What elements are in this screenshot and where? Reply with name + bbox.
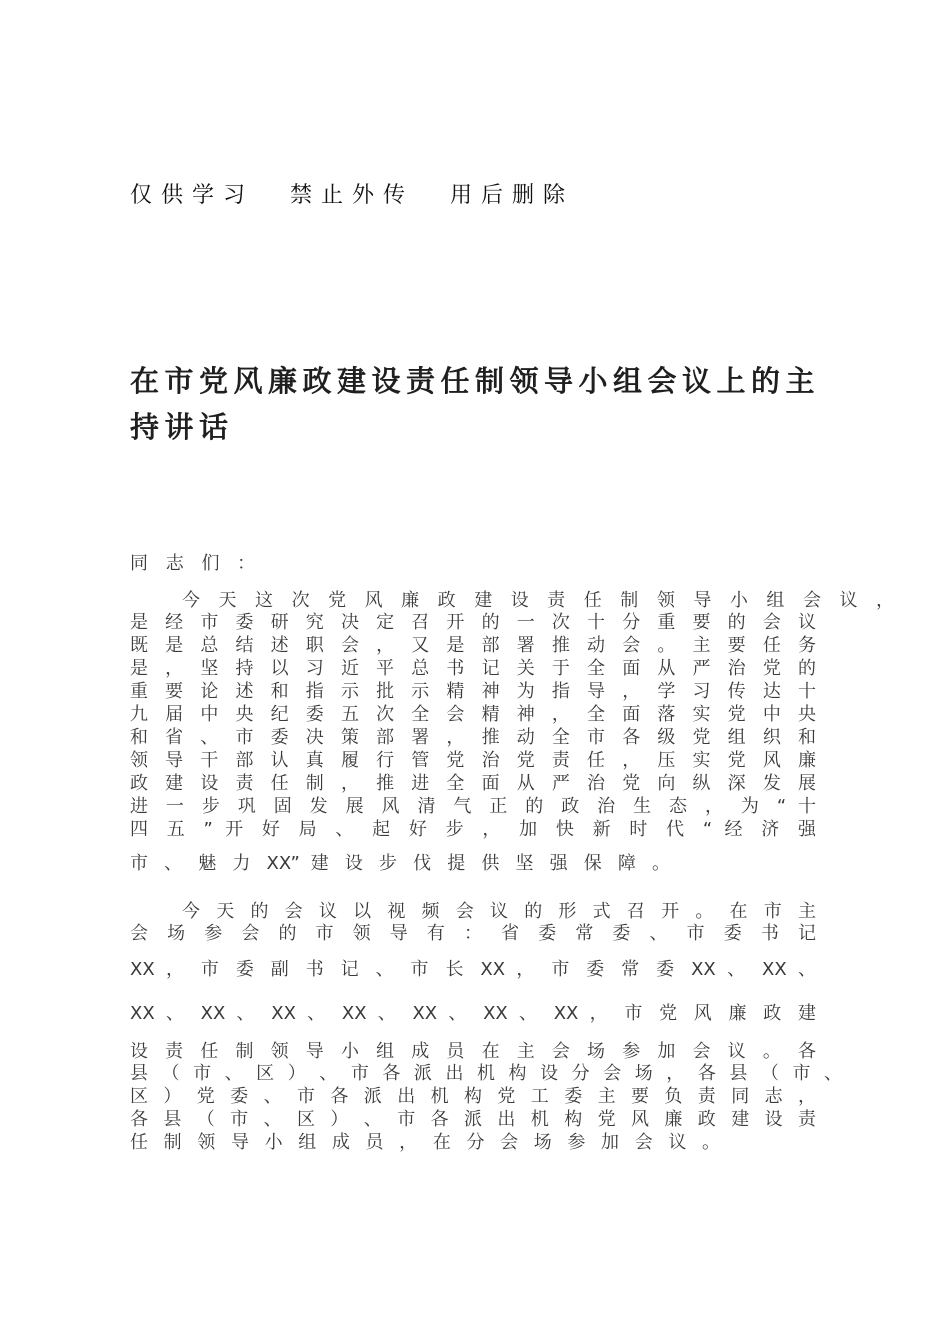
paragraph-1-line: 是 ， 坚 持 以 习 近 平 总 书 记 关 于 全 面 从 严 治 党 的: [130, 658, 816, 679]
paragraph-1-line: 领 导 干 部 认 真 履 行 管 党 治 党 责 任 ， 压 实 党 风 廉: [130, 750, 816, 771]
paragraph-1-line: 重 要 论 述 和 指 示 批 示 精 神 为 指 导 ， 学 习 传 达 十: [130, 681, 816, 702]
paragraph-2-line: 区 ） 党 委 、 市 各 派 出 机 构 党 工 委 主 要 负 责 同 志 ，: [130, 1086, 816, 1107]
paragraph-1-line: 和 省 、 市 委 决 策 部 署 ， 推 动 全 市 各 级 党 组 织 和: [130, 727, 816, 748]
notice-study-only: 仅供学习: [130, 183, 255, 208]
paragraph-2-line: XX ， 市 委 副 书 记 、 市 长 XX ， 市 委 常 委 XX 、 XX 、: [130, 959, 816, 980]
paragraph-2-line: 会 场 参 会 的 市 领 导 有 ： 省 委 常 委 、 市 委 书 记: [130, 923, 816, 944]
paragraph-2-line: 今 天 的 会 议 以 视 频 会 议 的 形 式 召 开 。 在 市 主: [182, 901, 816, 922]
paragraph-1-line: 市 、 魅 力 XX” 建 设 步 伐 提 供 坚 强 保 障 。: [130, 853, 670, 874]
paragraph-1-line: 九 届 中 央 纪 委 五 次 全 会 精 神 ， 全 面 落 实 党 中 央: [130, 704, 816, 725]
paragraph-1-line: 四 五 ” 开 好 局 、 起 好 步 ， 加 快 新 时 代 “ 经 济 强: [130, 819, 816, 840]
paragraph-1-line: 今 天 这 次 党 风 廉 政 建 设 责 任 制 领 导 小 组 会 议 ，: [182, 590, 894, 611]
notice-delete-after-use: 用后删除: [450, 183, 575, 208]
paragraph-2-line: XX 、 XX 、 XX 、 XX 、 XX 、 XX 、 XX ， 市 党 风 廉 政 建: [130, 1003, 816, 1024]
paragraph-1-line: 是 经 市 委 研 究 决 定 召 开 的 一 次 十 分 重 要 的 会 议: [130, 612, 816, 633]
notice-no-distribution: 禁止外传: [290, 183, 415, 208]
paragraph-2-line: 县 （ 市 、 区 ） 、 市 各 派 出 机 构 设 分 会 场 ， 各 县 （ 市 、: [130, 1063, 842, 1084]
notice-header: [130, 178, 594, 209]
paragraph-1-line: 政 建 设 责 任 制 ， 推 进 全 面 从 严 治 党 向 纵 深 发 展: [130, 773, 816, 794]
paragraph-1-line: 既 是 总 结 述 职 会 ， 又 是 部 署 推 动 会 。 主 要 任 务: [130, 635, 816, 656]
paragraph-2-line: 各 县 （ 市 、 区 ） 、 市 各 派 出 机 构 党 风 廉 政 建 设 责: [130, 1109, 816, 1130]
document-title: 在市党风廉政建设责任制领导小组会议上的主持讲话: [130, 364, 821, 444]
paragraph-1-line: 进 一 步 巩 固 发 展 风 清 气 正 的 政 治 生 态 ， 为 “ 十: [130, 796, 816, 817]
paragraph-2-line: 任 制 领 导 小 组 成 员 ， 在 分 会 场 参 加 会 议 。: [130, 1132, 720, 1153]
paragraph-2-line: 设 责 任 制 领 导 小 组 成 员 在 主 会 场 参 加 会 议 。 各: [130, 1041, 816, 1062]
greeting: 同 志 们 ：: [130, 553, 262, 574]
